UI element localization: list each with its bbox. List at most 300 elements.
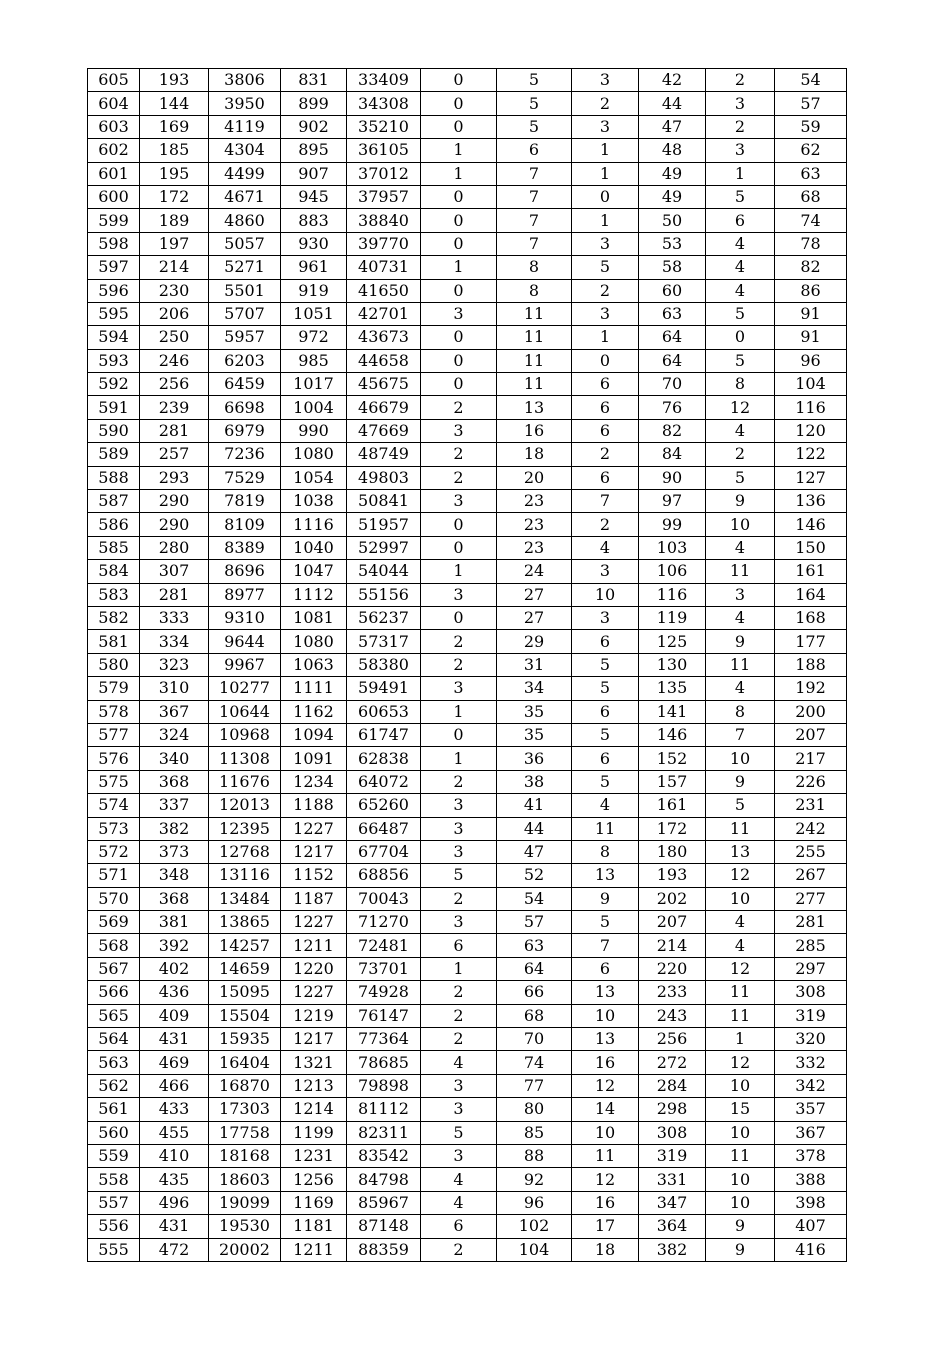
table-cell: 82 [775,256,847,279]
table-cell: 570 [88,887,140,910]
table-cell: 2 [706,69,775,92]
table-cell: 226 [775,770,847,793]
table-cell: 49 [639,162,706,185]
table-cell: 1227 [281,911,347,934]
table-cell: 1 [421,162,497,185]
table-cell: 12 [706,396,775,419]
table-cell: 572 [88,840,140,863]
table-cell: 596 [88,279,140,302]
table-cell: 4 [421,1168,497,1191]
table-cell: 85 [497,1121,572,1144]
table-cell: 4304 [209,139,281,162]
table-row [88,1004,847,1027]
table-cell: 77 [497,1074,572,1097]
table-cell: 3 [421,419,497,442]
table-cell: 985 [281,349,347,372]
table-cell: 595 [88,302,140,325]
table-cell: 573 [88,817,140,840]
table-cell: 68 [497,1004,572,1027]
table-cell: 52997 [347,536,421,559]
table-cell: 281 [775,911,847,934]
table-cell: 3 [572,606,639,629]
table-cell: 1080 [281,443,347,466]
table-cell: 367 [775,1121,847,1144]
table-cell: 4499 [209,162,281,185]
table-cell: 6 [572,373,639,396]
table-cell: 10 [706,513,775,536]
table-cell: 319 [775,1004,847,1027]
table-cell: 68 [775,185,847,208]
table-cell: 46679 [347,396,421,419]
table-cell: 382 [639,1238,706,1261]
table-cell: 18603 [209,1168,281,1191]
table-row [88,1215,847,1238]
table-cell: 3 [421,840,497,863]
table-cell: 392 [140,934,209,957]
table-cell: 48 [639,139,706,162]
table-cell: 9 [706,630,775,653]
table-row [88,69,847,92]
table-cell: 57317 [347,630,421,653]
table-cell: 567 [88,957,140,980]
table-cell: 38840 [347,209,421,232]
table-cell: 0 [421,536,497,559]
table-cell: 1047 [281,560,347,583]
table-cell: 18168 [209,1144,281,1167]
table-cell: 1 [421,747,497,770]
table-cell: 0 [421,723,497,746]
table-cell: 17303 [209,1098,281,1121]
table-cell: 496 [140,1191,209,1214]
table-row [88,373,847,396]
table-cell: 324 [140,723,209,746]
table-cell: 6459 [209,373,281,396]
table-cell: 9 [572,887,639,910]
table-cell: 91 [775,302,847,325]
table-cell: 73701 [347,957,421,980]
table-cell: 81112 [347,1098,421,1121]
table-cell: 231 [775,794,847,817]
table-cell: 6698 [209,396,281,419]
table-cell: 455 [140,1121,209,1144]
table-cell: 562 [88,1074,140,1097]
table-cell: 15 [706,1098,775,1121]
table-cell: 5271 [209,256,281,279]
table-cell: 5 [572,677,639,700]
table-cell: 15095 [209,981,281,1004]
table-cell: 407 [775,1215,847,1238]
table-cell: 33409 [347,69,421,92]
table-cell: 13116 [209,864,281,887]
table-cell: 127 [775,466,847,489]
table-cell: 593 [88,349,140,372]
table-cell: 68856 [347,864,421,887]
table-cell: 1219 [281,1004,347,1027]
table-cell: 583 [88,583,140,606]
table-cell: 599 [88,209,140,232]
table-row [88,957,847,980]
table-cell: 83542 [347,1144,421,1167]
table-cell: 8696 [209,560,281,583]
table-cell: 256 [639,1028,706,1051]
table-row [88,536,847,559]
table-cell: 12 [706,864,775,887]
table-cell: 70 [639,373,706,396]
table-row [88,653,847,676]
table-cell: 592 [88,373,140,396]
table-cell: 10968 [209,723,281,746]
table-cell: 60 [639,279,706,302]
table-cell: 559 [88,1144,140,1167]
table-cell: 930 [281,232,347,255]
table-cell: 10644 [209,700,281,723]
table-cell: 86 [775,279,847,302]
table-row [88,513,847,536]
table-cell: 416 [775,1238,847,1261]
table-cell: 382 [140,817,209,840]
table-cell: 44658 [347,349,421,372]
table-cell: 9 [706,770,775,793]
table-cell: 558 [88,1168,140,1191]
table-cell: 4119 [209,115,281,138]
table-cell: 3 [706,92,775,115]
table-row [88,232,847,255]
table-cell: 59 [775,115,847,138]
table-cell: 2 [421,887,497,910]
table-cell: 580 [88,653,140,676]
table-cell: 64 [639,326,706,349]
table-cell: 281 [140,419,209,442]
table-cell: 27 [497,606,572,629]
table-cell: 307 [140,560,209,583]
table-cell: 895 [281,139,347,162]
table-cell: 11 [497,302,572,325]
table-row [88,747,847,770]
table-cell: 150 [775,536,847,559]
table-cell: 16 [572,1051,639,1074]
table-cell: 18 [572,1238,639,1261]
table-cell: 569 [88,911,140,934]
table-cell: 104 [775,373,847,396]
table-cell: 6 [572,419,639,442]
table-cell: 192 [775,677,847,700]
score-table [87,68,847,1262]
table-cell: 4 [706,232,775,255]
table-cell: 373 [140,840,209,863]
table-cell: 568 [88,934,140,957]
table-row [88,466,847,489]
table-cell: 3 [572,232,639,255]
table-cell: 168 [775,606,847,629]
table-cell: 7 [706,723,775,746]
table-cell: 3 [421,911,497,934]
table-cell: 600 [88,185,140,208]
table-cell: 8 [497,279,572,302]
table-cell: 19099 [209,1191,281,1214]
table-cell: 57 [775,92,847,115]
table-cell: 381 [140,911,209,934]
table-cell: 1051 [281,302,347,325]
table-cell: 308 [639,1121,706,1144]
table-cell: 47 [497,840,572,863]
table-cell: 1 [572,326,639,349]
table-cell: 0 [421,185,497,208]
table-cell: 4 [706,256,775,279]
table-cell: 10 [706,887,775,910]
table-cell: 250 [140,326,209,349]
table-cell: 141 [639,700,706,723]
table-cell: 340 [140,747,209,770]
table-cell: 84798 [347,1168,421,1191]
table-cell: 195 [140,162,209,185]
table-cell: 11 [706,1004,775,1027]
table-cell: 63 [775,162,847,185]
table-cell: 594 [88,326,140,349]
table-cell: 557 [88,1191,140,1214]
table-cell: 368 [140,887,209,910]
table-cell: 579 [88,677,140,700]
table-cell: 55156 [347,583,421,606]
table-cell: 3 [572,302,639,325]
table-cell: 3 [421,302,497,325]
table-cell: 334 [140,630,209,653]
table-cell: 7 [497,209,572,232]
table-cell: 185 [140,139,209,162]
table-cell: 14257 [209,934,281,957]
table-row [88,1121,847,1144]
table-cell: 308 [775,981,847,1004]
table-cell: 74 [775,209,847,232]
table-cell: 45675 [347,373,421,396]
table-cell: 207 [639,911,706,934]
table-cell: 561 [88,1098,140,1121]
table-cell: 63 [639,302,706,325]
table-cell: 0 [572,185,639,208]
table-cell: 239 [140,396,209,419]
table-cell: 2 [421,466,497,489]
table-cell: 436 [140,981,209,1004]
table-cell: 5 [421,1121,497,1144]
table-cell: 563 [88,1051,140,1074]
table-row [88,185,847,208]
table-cell: 65260 [347,794,421,817]
table-cell: 102 [497,1215,572,1238]
table-cell: 1116 [281,513,347,536]
table-cell: 972 [281,326,347,349]
table-cell: 136 [775,490,847,513]
table-row [88,279,847,302]
table-cell: 17758 [209,1121,281,1144]
table-cell: 37012 [347,162,421,185]
table-cell: 96 [497,1191,572,1214]
table-cell: 188 [775,653,847,676]
table-cell: 2 [421,653,497,676]
table-cell: 5 [497,115,572,138]
table-cell: 435 [140,1168,209,1191]
table-cell: 3950 [209,92,281,115]
table-cell: 103 [639,536,706,559]
table-cell: 7236 [209,443,281,466]
table-cell: 43673 [347,326,421,349]
table-cell: 12 [572,1168,639,1191]
table-cell: 5 [572,911,639,934]
table-cell: 310 [140,677,209,700]
table-cell: 66 [497,981,572,1004]
table-cell: 77364 [347,1028,421,1051]
table-cell: 10 [706,747,775,770]
table-cell: 1063 [281,653,347,676]
table-cell: 27 [497,583,572,606]
table-cell: 106 [639,560,706,583]
table-cell: 5 [706,349,775,372]
table-cell: 3 [706,583,775,606]
table-cell: 357 [775,1098,847,1121]
table-cell: 88 [497,1144,572,1167]
table-cell: 4 [572,794,639,817]
table-cell: 9644 [209,630,281,653]
table-cell: 16 [497,419,572,442]
table-cell: 410 [140,1144,209,1167]
table-cell: 56237 [347,606,421,629]
table-cell: 7 [497,232,572,255]
table-cell: 14 [572,1098,639,1121]
table-cell: 1081 [281,606,347,629]
table-cell: 590 [88,419,140,442]
table-cell: 91 [775,326,847,349]
table-cell: 164 [775,583,847,606]
table-row [88,1191,847,1214]
table-cell: 990 [281,419,347,442]
table-cell: 76147 [347,1004,421,1027]
table-cell: 50841 [347,490,421,513]
table-cell: 256 [140,373,209,396]
table-cell: 7 [497,185,572,208]
table-cell: 169 [140,115,209,138]
table-cell: 331 [639,1168,706,1191]
table-cell: 7 [572,934,639,957]
table-cell: 11 [497,373,572,396]
table-cell: 1040 [281,536,347,559]
table-cell: 582 [88,606,140,629]
table-cell: 586 [88,513,140,536]
table-cell: 5 [706,302,775,325]
table-cell: 566 [88,981,140,1004]
table-cell: 72481 [347,934,421,957]
table-cell: 1 [706,162,775,185]
table-row [88,911,847,934]
table-cell: 0 [421,232,497,255]
table-cell: 6 [706,209,775,232]
table-cell: 9 [706,1215,775,1238]
table-cell: 4 [706,279,775,302]
table-cell: 5 [497,69,572,92]
table-cell: 1213 [281,1074,347,1097]
table-cell: 281 [140,583,209,606]
table-cell: 320 [775,1028,847,1051]
table-cell: 15504 [209,1004,281,1027]
table-cell: 74 [497,1051,572,1074]
table-row [88,209,847,232]
table-cell: 88359 [347,1238,421,1261]
table-cell: 284 [639,1074,706,1097]
table-cell: 5057 [209,232,281,255]
table-cell: 116 [639,583,706,606]
table-row [88,396,847,419]
table-cell: 200 [775,700,847,723]
table-cell: 368 [140,770,209,793]
table-cell: 469 [140,1051,209,1074]
table-cell: 34 [497,677,572,700]
table-cell: 1004 [281,396,347,419]
table-cell: 10 [706,1168,775,1191]
table-row [88,443,847,466]
table-cell: 85967 [347,1191,421,1214]
table-cell: 1231 [281,1144,347,1167]
table-row [88,981,847,1004]
table-cell: 3 [421,794,497,817]
table-cell: 3 [421,490,497,513]
table-cell: 5 [572,770,639,793]
table-cell: 10 [706,1191,775,1214]
table-cell: 267 [775,864,847,887]
table-cell: 9 [706,490,775,513]
table-cell: 1220 [281,957,347,980]
table-cell: 35 [497,723,572,746]
table-cell: 11 [706,560,775,583]
table-cell: 1 [421,957,497,980]
table-cell: 99 [639,513,706,536]
table-cell: 47 [639,115,706,138]
table-cell: 2 [421,630,497,653]
table-cell: 144 [140,92,209,115]
table-cell: 10 [572,583,639,606]
table-cell: 388 [775,1168,847,1191]
table-cell: 5501 [209,279,281,302]
table-cell: 62 [775,139,847,162]
table-row [88,794,847,817]
table-row [88,606,847,629]
table-cell: 35 [497,700,572,723]
table-cell: 1321 [281,1051,347,1074]
table-cell: 257 [140,443,209,466]
table-cell: 604 [88,92,140,115]
table-cell: 16 [572,1191,639,1214]
table-cell: 0 [572,349,639,372]
table-cell: 189 [140,209,209,232]
table-cell: 0 [421,115,497,138]
table-cell: 172 [140,185,209,208]
table-cell: 6 [572,957,639,980]
table-cell: 5707 [209,302,281,325]
table-cell: 36105 [347,139,421,162]
table-cell: 0 [421,92,497,115]
table-cell: 1 [572,162,639,185]
table-cell: 233 [639,981,706,1004]
table-cell: 3 [572,115,639,138]
table-cell: 53 [639,232,706,255]
table-cell: 1 [421,256,497,279]
table-cell: 4 [706,934,775,957]
table-cell: 20 [497,466,572,489]
table-cell: 246 [140,349,209,372]
table-cell: 2 [421,981,497,1004]
table-cell: 602 [88,139,140,162]
table-cell: 3 [421,1074,497,1097]
table-cell: 5957 [209,326,281,349]
table-cell: 4 [421,1051,497,1074]
table-cell: 1234 [281,770,347,793]
table-cell: 1091 [281,747,347,770]
